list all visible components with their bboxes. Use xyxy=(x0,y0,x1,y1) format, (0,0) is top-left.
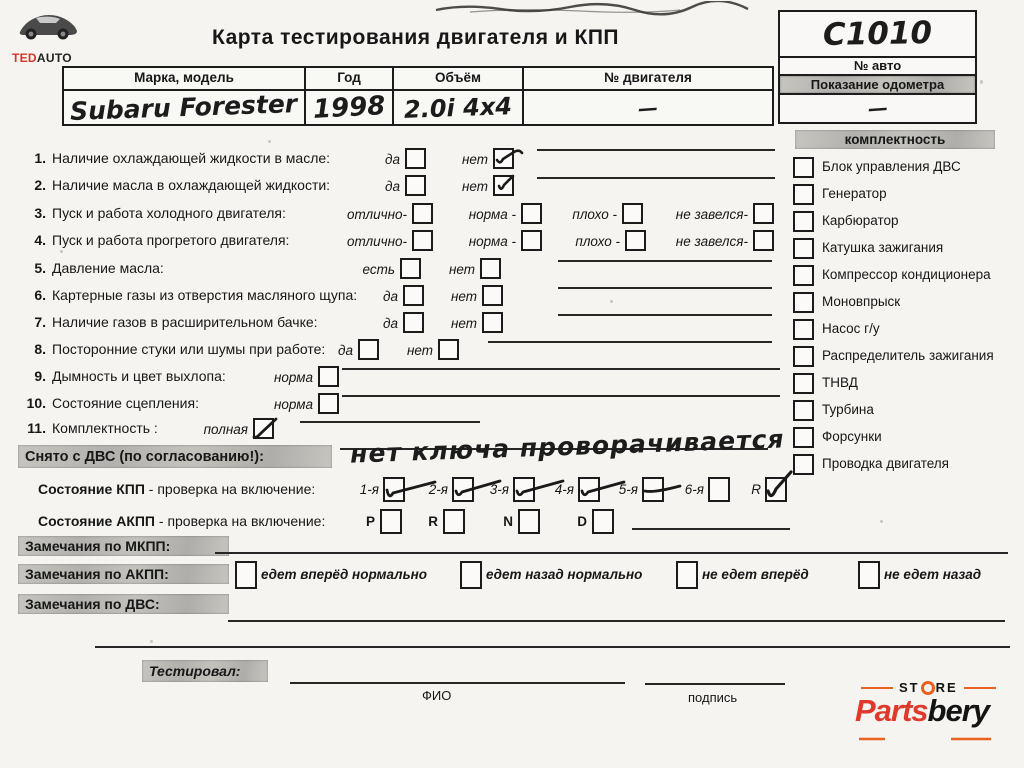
test-number: 3. xyxy=(34,205,46,221)
answer-line xyxy=(488,341,772,343)
vehicle-table xyxy=(62,66,774,126)
kpp-label-rest: - проверка на включение: xyxy=(144,481,316,497)
test-label: Наличие охлаждающей жидкости в масле: xyxy=(52,150,331,166)
completeness-checkbox-9[interactable] xyxy=(793,373,814,394)
test-number: 4. xyxy=(34,232,46,248)
completeness-item: ТНВД xyxy=(822,375,858,390)
test4-ploho-checkbox[interactable] xyxy=(625,230,646,251)
partsbery-bery: bery xyxy=(927,693,990,728)
completeness-checkbox-5[interactable] xyxy=(793,265,814,286)
handwritten-check xyxy=(642,476,686,504)
akpp-remark-option: не едет назад xyxy=(884,567,982,582)
akpp-D-checkbox[interactable] xyxy=(592,509,614,534)
tester-label: Тестировал: xyxy=(142,660,268,682)
completeness-item: Компрессор кондиционера xyxy=(822,267,991,282)
akpp-position-label: D xyxy=(577,514,587,529)
test10-norma-checkbox[interactable] xyxy=(318,393,339,414)
speck xyxy=(980,80,983,84)
test4-otlichno-checkbox[interactable] xyxy=(412,230,433,251)
volume-value: 2.0i 4x4 xyxy=(403,91,513,124)
dvs-remarks-label: Замечания по ДВС: xyxy=(18,594,229,614)
akpp-remark-option: не едет вперёд xyxy=(702,567,809,582)
answer-line xyxy=(558,314,772,316)
gear-label: 2-я xyxy=(428,482,448,497)
test3-norma-checkbox[interactable] xyxy=(521,203,542,224)
kpp-gear6-checkbox[interactable] xyxy=(708,477,730,502)
akpp-state-label xyxy=(38,513,325,531)
option-label: плохо - xyxy=(575,234,620,249)
gear-label: 6-я xyxy=(684,482,704,497)
akpp-remark-option: едет назад нормально xyxy=(486,567,643,582)
test-number: 2. xyxy=(34,177,46,193)
completeness-item: Моновпрыск xyxy=(822,294,901,309)
footer-separator-line xyxy=(95,646,1010,648)
option-label: норма - xyxy=(468,234,516,249)
test-number: 7. xyxy=(34,314,46,330)
make-header: Марка, модель xyxy=(64,68,304,91)
test5-net-checkbox[interactable] xyxy=(480,258,501,279)
signature-caption: подпись xyxy=(688,690,738,705)
speck xyxy=(150,640,153,643)
test3-ploho-checkbox[interactable] xyxy=(622,203,643,224)
test6-net-checkbox[interactable] xyxy=(482,285,503,306)
orange-line xyxy=(964,687,996,689)
test-number: 10. xyxy=(26,395,46,411)
speck xyxy=(880,520,883,523)
gear-label: 5-я xyxy=(618,482,638,497)
handwritten-check xyxy=(495,173,525,197)
akpp-remarks-label: Замечания по АКПП: xyxy=(18,564,229,584)
completeness-checkbox-12[interactable] xyxy=(793,454,814,475)
completeness-item: Катушка зажигания xyxy=(822,240,944,255)
akpp-remark-checkbox-3[interactable] xyxy=(676,561,698,589)
test1-net-checkbox[interactable] xyxy=(493,148,514,169)
auto-number-label: № авто xyxy=(780,58,975,76)
gear-label: 4-я xyxy=(554,482,574,497)
speck xyxy=(610,300,613,303)
option-label: не завелся- xyxy=(675,234,748,249)
tedauto-wordmark xyxy=(12,51,82,65)
option-label: норма xyxy=(273,370,313,385)
completeness-item: Распределитель зажигания xyxy=(822,348,994,363)
akpp-R-checkbox[interactable] xyxy=(443,509,465,534)
year-header: Год xyxy=(306,68,392,91)
option-label: нет xyxy=(450,316,477,331)
completeness-checkbox-2[interactable] xyxy=(793,184,814,205)
completeness-checkbox-6[interactable] xyxy=(793,292,814,313)
odometer-label: Показание одометра xyxy=(780,76,975,95)
test2-net-checkbox[interactable] xyxy=(493,175,514,196)
test9-norma-checkbox[interactable] xyxy=(318,366,339,387)
partsbery-logo xyxy=(855,680,1005,747)
completeness-item: Карбюратор xyxy=(822,213,899,228)
removed-note-handwriting: нет ключа проворачивается xyxy=(349,424,785,469)
speck xyxy=(268,140,271,143)
test-number: 8. xyxy=(34,341,46,357)
akpp-N-checkbox[interactable] xyxy=(518,509,540,534)
year-value: 1998 xyxy=(312,90,386,125)
test3-nezavelsya-checkbox[interactable] xyxy=(753,203,774,224)
gear-label: 1-я xyxy=(359,482,379,497)
completeness-checkbox-8[interactable] xyxy=(793,346,814,367)
scan-artifact-line xyxy=(430,1,760,17)
option-label: да xyxy=(383,289,398,304)
test7-da-checkbox[interactable] xyxy=(403,312,424,333)
akpp-remark-checkbox-1[interactable] xyxy=(235,561,257,589)
mkpp-remarks-label: Замечания по МКПП: xyxy=(18,536,229,556)
completeness-checkbox-3[interactable] xyxy=(793,211,814,232)
kpp-gearR-checkbox[interactable] xyxy=(765,477,787,502)
option-label: нет xyxy=(450,289,477,304)
answer-line xyxy=(342,368,780,370)
akpp-position-label: R xyxy=(428,514,438,529)
kpp-label-bold: Состояние КПП xyxy=(38,481,145,497)
test4-nezavelsya-checkbox[interactable] xyxy=(753,230,774,251)
handwritten-check xyxy=(493,146,527,170)
option-label: да xyxy=(385,179,400,194)
dvs-remarks-line xyxy=(228,620,1005,622)
test-label: Дымность и цвет выхлопа: xyxy=(52,368,226,384)
signature-line xyxy=(645,683,785,685)
tedauto-logo xyxy=(12,6,82,65)
completeness-checkbox-11[interactable] xyxy=(793,427,814,448)
removed-from-engine-label: Снято с ДВС (по согласованию!): xyxy=(18,445,332,468)
option-label: нет xyxy=(406,343,433,358)
akpp-remark-checkbox-4[interactable] xyxy=(858,561,880,589)
fio-line xyxy=(290,682,625,684)
test-label: Состояние сцепления: xyxy=(52,395,199,411)
option-label: да xyxy=(385,152,400,167)
answer-line xyxy=(537,149,775,151)
test8-net-checkbox[interactable] xyxy=(438,339,459,360)
test-number: 6. xyxy=(34,287,46,303)
answer-line xyxy=(342,395,780,397)
completeness-checkbox-4[interactable] xyxy=(793,238,814,259)
speck xyxy=(60,250,63,253)
mkpp-remarks-line xyxy=(215,552,1008,554)
test-label: Картерные газы из отверстия масляного щупа: xyxy=(52,287,358,303)
option-label: плохо - xyxy=(572,207,617,222)
test6-da-checkbox[interactable] xyxy=(403,285,424,306)
option-label: норма - xyxy=(468,207,516,222)
test3-otlichno-checkbox[interactable] xyxy=(412,203,433,224)
gear-label: 3-я xyxy=(489,482,509,497)
tedauto-black: AUTO xyxy=(36,51,72,65)
option-label: отлично- xyxy=(347,234,407,249)
option-label: полная xyxy=(203,422,248,437)
completeness-item: Проводка двигателя xyxy=(822,456,949,471)
test2-da-checkbox[interactable] xyxy=(405,175,426,196)
kpp-gear4-checkbox[interactable] xyxy=(578,477,600,502)
akpp-position-label: N xyxy=(503,514,513,529)
test8-da-checkbox[interactable] xyxy=(358,339,379,360)
odometer-value: — xyxy=(866,94,889,121)
handwritten-check xyxy=(763,471,797,505)
akpp-position-label: P xyxy=(365,514,375,529)
completeness-checkbox-1[interactable] xyxy=(793,157,814,178)
kpp-gear2-checkbox[interactable] xyxy=(452,477,474,502)
partsbery-parts: Parts xyxy=(855,693,928,728)
gear-label: R xyxy=(751,482,761,497)
tedauto-red: TED xyxy=(12,51,37,65)
option-label: нет xyxy=(461,179,488,194)
engine-number-header: № двигателя xyxy=(524,68,772,91)
volume-header: Объём xyxy=(394,68,522,91)
option-label: не завелся- xyxy=(675,207,748,222)
completeness-item: Форсунки xyxy=(822,429,882,444)
test-number: 11. xyxy=(27,420,46,436)
test-number: 5. xyxy=(34,260,46,276)
option-label: да xyxy=(338,343,353,358)
answer-line xyxy=(558,287,772,289)
test-label: Комплектность : xyxy=(52,420,158,436)
test4-norma-checkbox[interactable] xyxy=(521,230,542,251)
test-label: Наличие газов в расширительном бачке: xyxy=(52,314,318,330)
kpp-gear1-checkbox[interactable] xyxy=(383,477,405,502)
auto-number-box xyxy=(778,10,977,124)
test5-est-checkbox[interactable] xyxy=(400,258,421,279)
akpp-P-checkbox[interactable] xyxy=(380,509,402,534)
test-label: Пуск и работа прогретого двигателя: xyxy=(52,232,290,248)
option-label: да xyxy=(383,316,398,331)
test-label: Пуск и работа холодного двигателя: xyxy=(52,205,286,221)
completeness-checkbox-7[interactable] xyxy=(793,319,814,340)
page-title: Карта тестирования двигателя и КПП xyxy=(212,26,620,49)
engine-number-value: — xyxy=(637,94,659,121)
test-label: Наличие масла в охлаждающей жидкости: xyxy=(52,177,331,193)
akpp-remark-option: едет вперёд нормально xyxy=(261,567,427,582)
option-label: норма xyxy=(273,397,313,412)
completeness-checkbox-10[interactable] xyxy=(793,400,814,421)
test-label: Давление масла: xyxy=(52,260,164,276)
kpp-gear5-checkbox[interactable] xyxy=(642,477,664,502)
store-text-right: RE xyxy=(935,680,958,695)
option-label: есть xyxy=(362,262,395,277)
option-label: отлично- xyxy=(347,207,407,222)
test-number: 1. xyxy=(34,150,46,166)
kpp-gear3-checkbox[interactable] xyxy=(513,477,535,502)
handwritten-check xyxy=(252,417,280,443)
test1-da-checkbox[interactable] xyxy=(405,148,426,169)
option-label: нет xyxy=(461,152,488,167)
make-value: Subaru Forester xyxy=(70,89,298,126)
orange-underline xyxy=(855,736,1005,742)
completeness-item: Генератор xyxy=(822,186,887,201)
answer-line xyxy=(537,177,775,179)
answer-line xyxy=(558,260,772,262)
kpp-state-label xyxy=(38,481,315,499)
partsbery-wordmark xyxy=(855,693,1005,729)
store-text-left: ST xyxy=(899,680,920,695)
fio-caption: ФИО xyxy=(422,688,452,703)
akpp-label-rest: - проверка на включение: xyxy=(155,513,326,529)
akpp-remark-checkbox-2[interactable] xyxy=(460,561,482,589)
completeness-item: Насос г/у xyxy=(822,321,880,336)
test-label: Посторонние стуки или шумы при работе: xyxy=(52,341,326,357)
completeness-header: комплектность xyxy=(795,130,995,149)
orange-line xyxy=(861,687,893,689)
akpp-label-bold: Состояние АКПП xyxy=(38,513,155,529)
test7-net-checkbox[interactable] xyxy=(482,312,503,333)
auto-number-value: С1010 xyxy=(822,15,933,53)
completeness-item: Турбина xyxy=(822,402,874,417)
test11-polnaya-checkbox[interactable] xyxy=(253,418,274,439)
completeness-item: Блок управления ДВС xyxy=(822,159,961,174)
car-icon xyxy=(12,6,82,46)
test-number: 9. xyxy=(34,368,46,384)
answer-line xyxy=(632,528,790,530)
option-label: нет xyxy=(448,262,475,277)
answer-line xyxy=(300,421,480,423)
